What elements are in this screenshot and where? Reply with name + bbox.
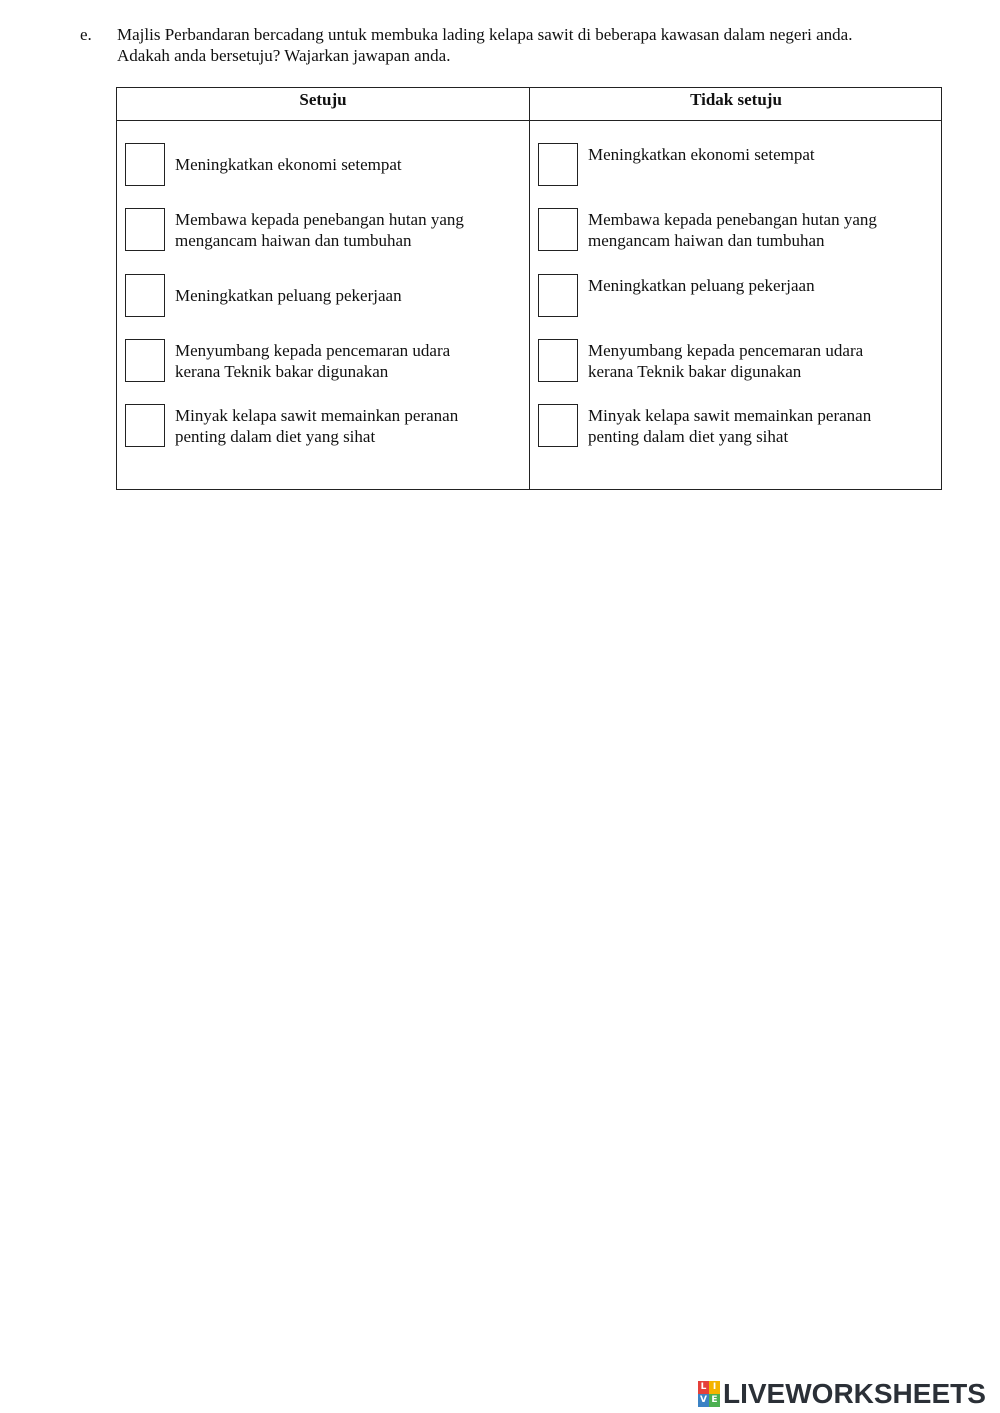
checkbox[interactable] [125,339,165,382]
checkbox[interactable] [538,208,578,251]
option-text [588,275,928,296]
checkbox[interactable] [538,274,578,317]
question-line-1: Majlis Perbandaran bercadang untuk membuka lading kelapa sawit di beberapa kawasan dalam negeri anda. [117,25,853,44]
option-line: kerana Teknik bakar digunakan [175,362,389,381]
question-text [117,24,940,66]
option-setuju-3[interactable] [117,274,517,320]
option-line: Meningkatkan peluang pekerjaan [588,276,815,295]
option-tidak-setuju-2[interactable] [530,208,930,254]
option-text [175,285,515,306]
checkbox[interactable] [125,143,165,186]
option-line: Meningkatkan ekonomi setempat [588,145,815,164]
logo-tile: L [698,1381,709,1394]
brand-name: LIVEWORKSHEETS [723,1378,986,1409]
option-setuju-2[interactable] [117,208,517,254]
liveworksheets-icon [698,1381,720,1407]
checkbox[interactable] [125,404,165,447]
logo-tile: I [709,1381,720,1394]
option-text [588,144,928,165]
checkbox[interactable] [538,404,578,447]
option-setuju-5[interactable] [117,404,517,450]
option-line: kerana Teknik bakar digunakan [588,362,802,381]
question-marker: e. [80,25,92,44]
option-text [175,209,515,251]
option-text [588,340,928,382]
header-divider [117,120,941,121]
option-line: mengancam haiwan dan tumbuhan [588,231,825,250]
question-line-2: Adakah anda bersetuju? Wajarkan jawapan anda. [117,46,451,65]
option-setuju-1[interactable] [117,143,517,189]
option-line: Membawa kepada penebangan hutan yang [588,210,877,229]
option-line: penting dalam diet yang sihat [175,427,376,446]
option-line: Meningkatkan peluang pekerjaan [175,286,402,305]
option-tidak-setuju-1[interactable] [530,143,930,189]
option-line: mengancam haiwan dan tumbuhan [175,231,412,250]
checkbox[interactable] [538,339,578,382]
option-text [588,405,928,447]
option-text [175,405,515,447]
checkbox[interactable] [125,208,165,251]
header-tidak-setuju: Tidak setuju [690,90,782,109]
option-line: Meningkatkan ekonomi setempat [175,155,402,174]
option-tidak-setuju-5[interactable] [530,404,930,450]
option-line: Minyak kelapa sawit memainkan peranan [175,406,459,425]
logo-tile: V [698,1394,709,1407]
option-line: Menyumbang kepada pencemaran udara [588,341,864,360]
checkbox[interactable] [538,143,578,186]
liveworksheets-logo [698,1378,994,1410]
checkbox[interactable] [125,274,165,317]
answer-table [116,87,942,490]
option-line: penting dalam diet yang sihat [588,427,789,446]
option-line: Membawa kepada penebangan hutan yang [175,210,464,229]
option-text [175,340,515,382]
option-tidak-setuju-4[interactable] [530,339,930,385]
option-line: Minyak kelapa sawit memainkan peranan [588,406,872,425]
option-text [175,154,515,175]
logo-tile: E [709,1394,720,1407]
option-text [588,209,928,251]
option-tidak-setuju-3[interactable] [530,274,930,320]
option-setuju-4[interactable] [117,339,517,385]
option-line: Menyumbang kepada pencemaran udara [175,341,451,360]
header-setuju: Setuju [299,90,347,109]
